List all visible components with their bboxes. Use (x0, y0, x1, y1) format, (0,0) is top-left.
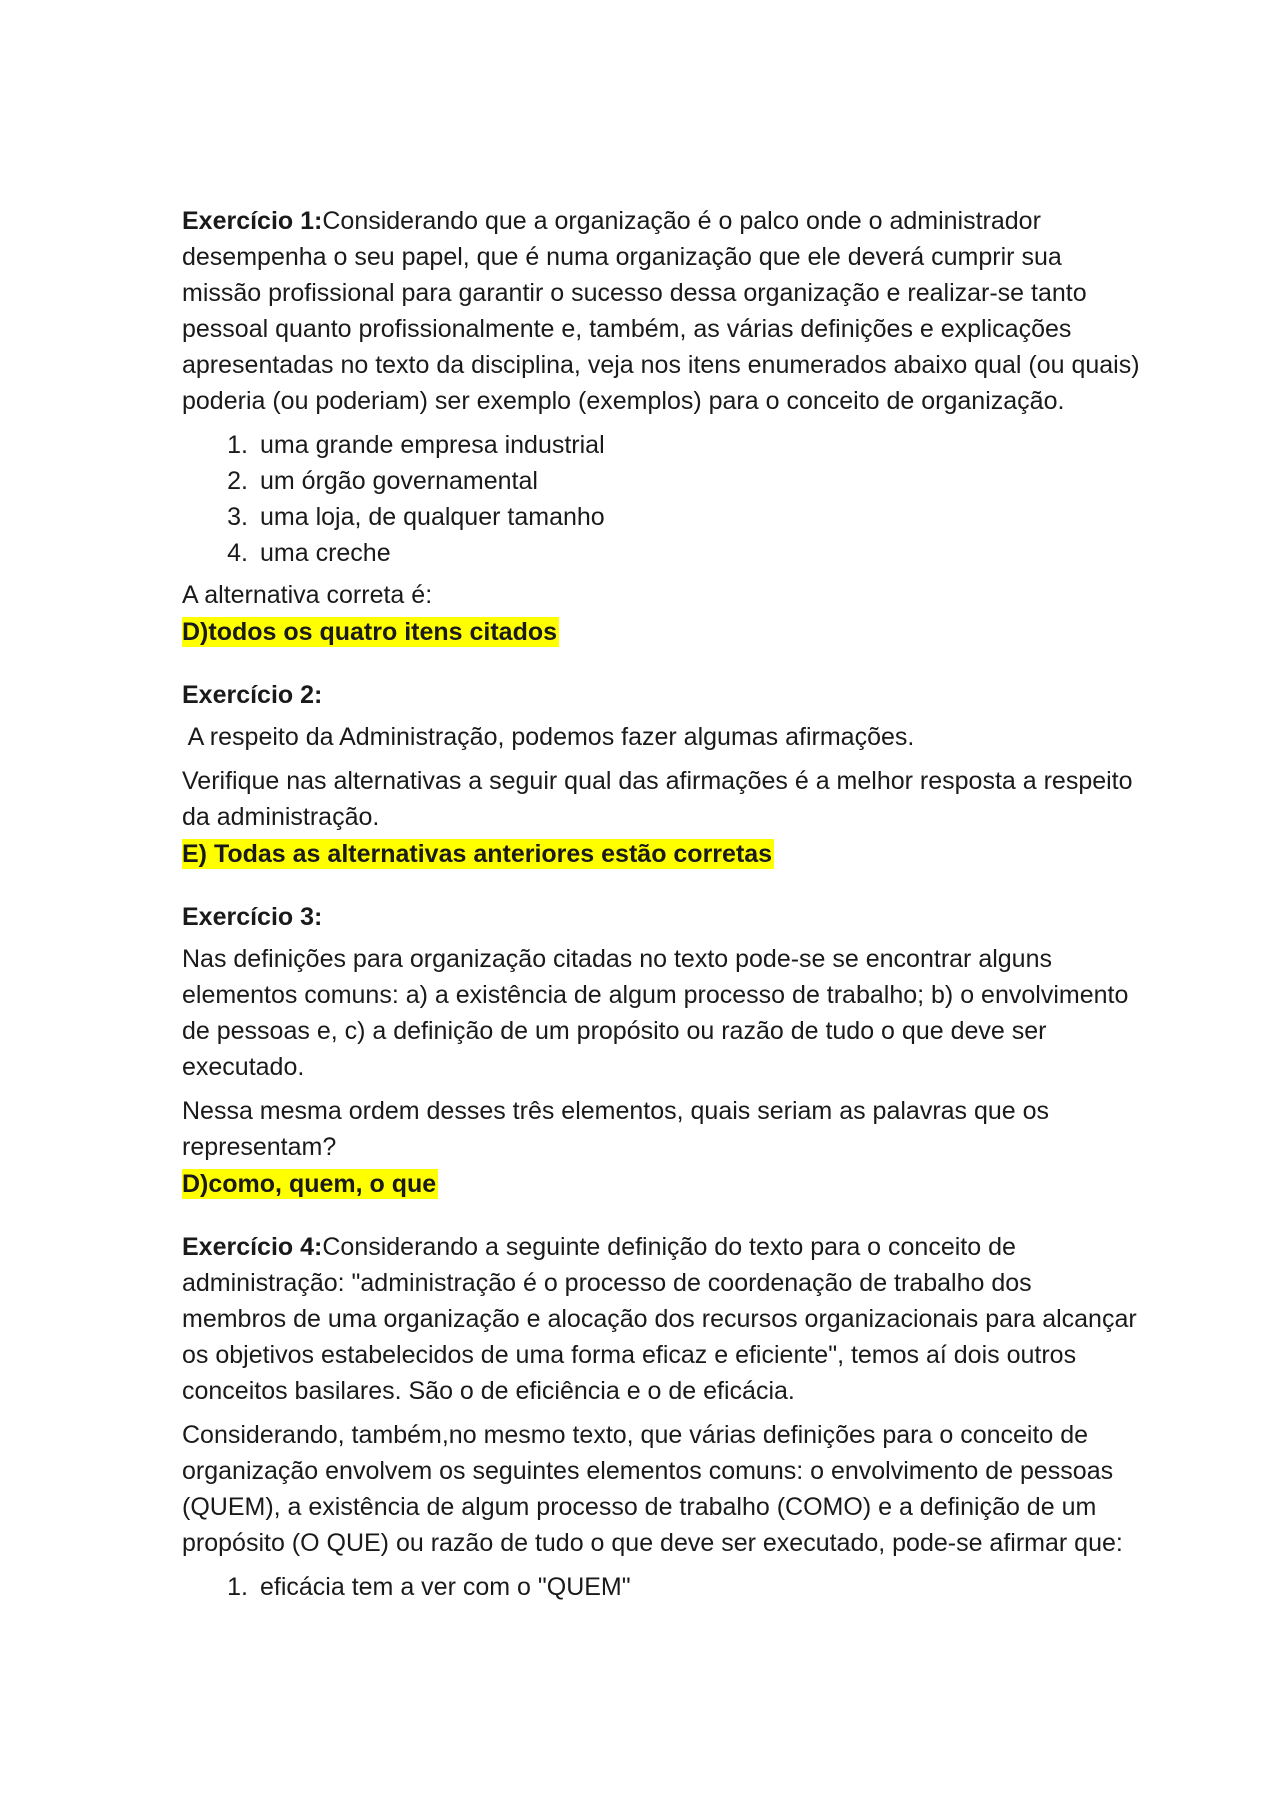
list-item-text: um órgão governamental (260, 467, 538, 495)
list-item-number: 4. (227, 539, 248, 567)
exercise-4-statement (182, 1229, 1140, 1409)
list-item (182, 463, 1140, 499)
exercise-3-question: Nessa mesma ordem desses três elementos, quais seriam as palavras que os representam? (182, 1097, 1050, 1161)
exercise-3-text: Nas definições para organização citadas no texto pode-se se encontrar alguns elementos comuns: a) a existência de algum processo de trabalho; b) o envolvimento de pessoas e, c) a definição de um propósito ou razão de tudo o que deve ser executado. (182, 945, 1129, 1081)
exercise-1-prompt: A alternativa correta é: (182, 581, 433, 609)
list-item-number: 2. (227, 467, 248, 495)
exercise-4-text: Considerando a seguinte definição do texto para o conceito de administração: "administração é o processo de coordenação de trabalho dos membros de uma organização e alocação dos recursos organizacionais para alcançar os objetivos estabelecidos de uma forma eficaz e eficiente", temos aí dois outros conceitos basilares. São o de eficiência e o de eficácia. (182, 1233, 1137, 1405)
exercise-4 (182, 1229, 1140, 1605)
list-item-text: uma grande empresa industrial (260, 431, 605, 459)
list-item (182, 1569, 1140, 1605)
exercise-4-label: Exercício 4: (182, 1233, 323, 1261)
exercise-1 (182, 203, 1140, 647)
list-item (182, 535, 1140, 571)
exercise-4-item-list (182, 1569, 1140, 1605)
exercise-2-intro: A respeito da Administração, podemos fazer algumas afirmações. (182, 723, 915, 751)
exercise-1-answer: D)todos os quatro itens citados (182, 618, 558, 646)
exercise-2-label: Exercício 2: (182, 681, 323, 709)
exercise-1-answer-wrap (182, 617, 1140, 647)
exercise-1-text: Considerando que a organização é o palco onde o administrador desempenha o seu papel, que é numa organização que ele deverá cumprir sua missão profissional para garantir o sucesso dessa organização e realizar-se tanto pessoal quanto profissionalmente e, também, as várias definições e explicações apresentadas no texto da disciplina, veja nos itens enumerados abaixo qual (ou quais) poderia (ou poderiam) ser exemplo (exemplos) para o conceito de organização. (182, 207, 1140, 415)
exercise-1-label: Exercício 1: (182, 207, 323, 235)
list-item-number: 1. (227, 1573, 248, 1601)
exercise-1-statement (182, 203, 1140, 419)
exercise-2 (182, 677, 1140, 869)
exercise-3-answer-wrap (182, 1169, 1140, 1199)
list-item-text: uma creche (260, 539, 391, 567)
list-item (182, 427, 1140, 463)
list-item (182, 499, 1140, 535)
list-item-number: 3. (227, 503, 248, 531)
exercise-3-label: Exercício 3: (182, 903, 323, 931)
exercise-4-text-2: Considerando, também,no mesmo texto, que várias definições para o conceito de organização envolvem os seguintes elementos comuns: o envolvimento de pessoas (QUEM), a existência de algum processo de trabalho (COMO) e a definição de um propósito (O QUE) ou razão de tudo o que deve ser executado, pode-se afirmar que: (182, 1421, 1123, 1557)
exercise-2-answer: E) Todas as alternativas anteriores estão corretas (182, 840, 773, 868)
exercise-2-text: Verifique nas alternativas a seguir qual das afirmações é a melhor resposta a respeito da administração. (182, 767, 1133, 831)
list-item-text: eficácia tem a ver com o "QUEM" (260, 1573, 631, 1601)
exercise-1-item-list (182, 427, 1140, 571)
list-item-text: uma loja, de qualquer tamanho (260, 503, 605, 531)
list-item-number: 1. (227, 431, 248, 459)
exercise-3-answer: D)como, quem, o que (182, 1170, 437, 1198)
exercise-2-answer-wrap (182, 839, 1140, 869)
exercise-3 (182, 899, 1140, 1199)
